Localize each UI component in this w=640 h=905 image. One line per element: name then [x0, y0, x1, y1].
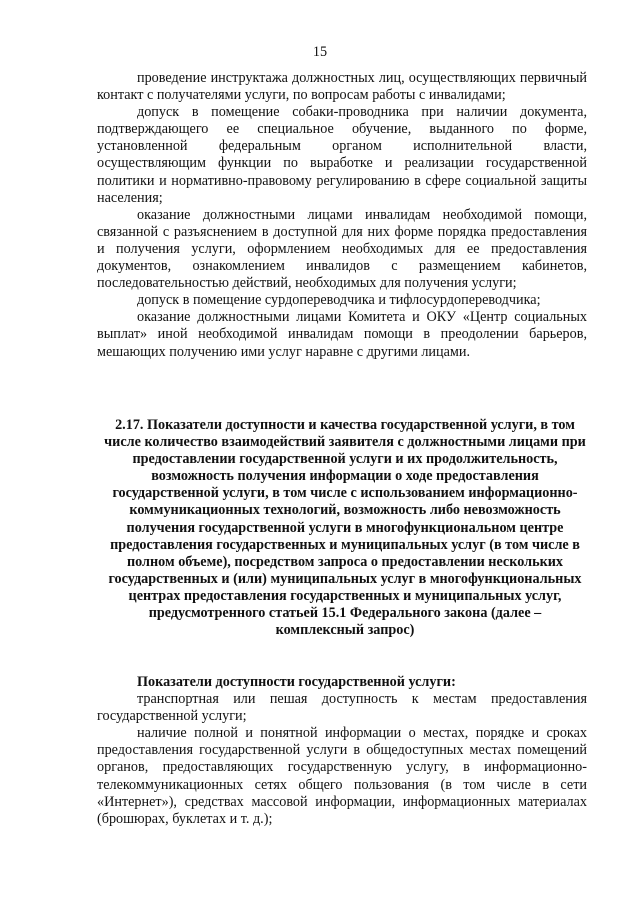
- paragraph-other-help: оказание должностными лицами Комитета и ОКУ «Центр социальных выплат» иной необходимой инвалидам помощи в преодолении барьеров, мешающих получению ими услуг наравне с другими лицами.: [97, 309, 587, 360]
- page-number: 15: [312, 44, 328, 60]
- section-heading: 2.17. Показатели доступности и качества государственной услуги, в том числе количество взаимодействий заявителя с должностными лицами при предоставлении государственной услуги и их продолжительность, возможность получения информации о ходе предоставления государственной услуги, в том числе с использованием информационно-коммуникационных технологий, возможность либо невозможность получения государственной услуги в многофункциональном центре предоставления государственных и муниципальных услуг (в том числе в полном объеме), посредством запроса о предоставлении нескольких государственных и (или) муниципальных услуг в многофункциональных центрах предоставления государственных и муниципальных услуг, предусмотренного статьей 15.1 Федерального закона (далее – комплексный запрос): [104, 417, 586, 639]
- paragraph-transport: транспортная или пешая доступность к местам предоставления государственной услуги;: [97, 691, 587, 725]
- top-paragraphs: [97, 70, 587, 361]
- section-heading-block: [97, 417, 587, 639]
- paragraph-interpreter: допуск в помещение сурдопереводчика и тифлосурдопереводчика;: [137, 292, 541, 309]
- paragraph-information: наличие полной и понятной информации о местах, порядке и сроках предоставления государственной услуги в общедоступных местах помещений органов, предоставляющих государственную услугу, в информационно-телекоммуникационных сетях общего пользования (в том числе в сети «Интернет»), средствах массовой информации, информационных материалах (брошюрах, буклетах и т. д.);: [97, 725, 587, 827]
- paragraph-assistance: оказание должностными лицами инвалидам необходимой помощи, связанной с разъяснением в доступной для них форме порядка предоставления и получения услуги, оформлением необходимых для ее предоставления документов, ознакомлением инвалидов с размещением кабинетов, последовательностью действий, необходимых для получения услуги;: [97, 206, 587, 292]
- bottom-paragraphs: [97, 674, 587, 828]
- subheading: Показатели доступности государственной услуги:: [137, 674, 456, 690]
- paragraph-briefing: проведение инструктажа должностных лиц, осуществляющих первичный контакт с получателями услуги, по вопросам работы с инвалидами;: [97, 70, 587, 104]
- paragraph-guide-dog: допуск в помещение собаки-проводника при наличии документа, подтверждающего ее специальное обучение, выданного по форме, установленной федеральным органом исполнительной власти, осуществляющим функции по выработке и реализации государственной политики и нормативно-правовому регулированию в сфере социальной защиты населения;: [97, 104, 587, 206]
